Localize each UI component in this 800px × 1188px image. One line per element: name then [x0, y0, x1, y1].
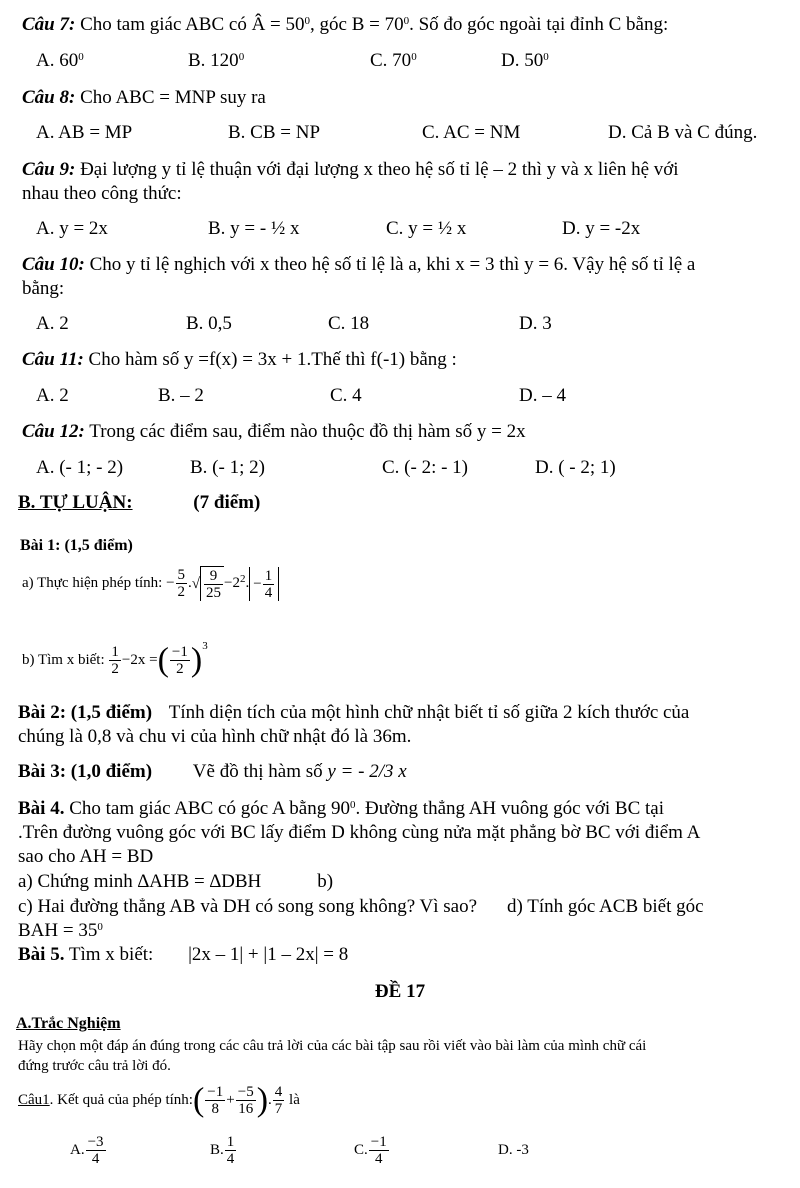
bai2-cont: chúng là 0,8 và chu vi của hình chữ nhật đó là 36m. [18, 726, 412, 747]
option-a: A. 2 [36, 313, 69, 334]
option-c: C. $70^0$ [370, 50, 417, 71]
fraction: $\frac{5}{2}$ [177, 567, 186, 601]
question-label: Câu 7: [22, 14, 76, 35]
absolute-value: − $\frac{1}{4}$ [249, 567, 279, 601]
option-a: A. AB = MP [36, 122, 133, 143]
square-root: √ $\frac{9}{25}$ [192, 566, 224, 601]
option-c: C. 4 [330, 385, 362, 406]
option-d: D. ( - 2; 1) [535, 457, 616, 478]
question-7: Câu 7: Cho tam giác ABC có Â = $50^0$, góc $B = 70^0$. Số đo góc ngoài tại đỉnh C bằng: [22, 14, 669, 35]
option-a: A. $\frac{-3}{4}$ [70, 1134, 104, 1168]
question-9-cont: nhau theo công thức: [22, 183, 182, 204]
question-label: Câu 10: [22, 254, 85, 275]
option-c: C. $\frac{-1}{4}$ [354, 1134, 387, 1168]
bai4-line3: sao cho AH = BD [18, 846, 154, 867]
option-b: B. (- 1; 2) [190, 457, 265, 478]
option-a: A. $60^0$ [36, 50, 84, 71]
option-b: B. – 2 [158, 385, 204, 406]
option-b: B. $120^0$ [188, 50, 245, 71]
question-label: Câu 8: [22, 87, 76, 108]
option-b: B. $\frac{1}{4}$ [210, 1134, 235, 1168]
question-label: Câu 11: [22, 349, 84, 370]
question-8: Câu 8: Cho ABC = MNP suy ra [22, 87, 266, 108]
option-d: D. Cả B và C đúng. [608, 122, 758, 143]
option-b: B. 0,5 [186, 313, 232, 334]
question-12: Câu 12: Trong các điểm sau, điểm nào thuộc đồ thị hàm số y = 2x [22, 421, 526, 442]
option-a: A. 2 [36, 385, 69, 406]
option-b: B. y = - ½ x [208, 218, 300, 239]
bai4-line2: .Trên đường vuông góc với BC lấy điểm D không cùng nửa mặt phẳng bờ BC với điểm A [18, 822, 701, 843]
option-c: C. AC = NM [422, 122, 521, 143]
bai2: Bài 2: (1,5 điểm) Tính diện tích của một hình chữ nhật biết tỉ số giữa 2 kích thước của [18, 702, 690, 723]
option-d: D. 3 [519, 313, 552, 334]
question-label: Câu 12: [22, 421, 85, 442]
question-10-cont: bằng: [22, 278, 65, 299]
option-d: D. y = -2x [562, 218, 641, 239]
bai1-part-b: b) Tìm x biết: $\frac{1}{2}$ −2x =( $\frac{-1}{2}$ )$^3$ [22, 640, 208, 679]
option-c: C. y = ½ x [386, 218, 467, 239]
bai1-part-a: a) Thực hiện phép tính: − $\frac{5}{2}$ .√ $\frac{9}{25}$ $-2^2$. − $\frac{1}{4}$ [22, 566, 279, 601]
bai3: Bài 3: (1,0 điểm) Vẽ đồ thị hàm số y = - 2/3 x [18, 761, 407, 782]
section-heading-a: A.Trắc Nghiệm [16, 1015, 121, 1032]
question-11: Câu 11: Cho hàm số y =f(x) = 3x + 1.Thế thì f(-1) bằng : [22, 349, 457, 370]
question-label: Câu 9: [22, 159, 76, 180]
option-d: D. -3 [498, 1142, 529, 1158]
bai4-line5: c) Hai đường thẳng AB và DH có song song không? Vì sao? d) Tính góc ACB biết góc [18, 896, 704, 917]
section-heading-b: B. TỰ LUẬN: (7 điểm) [18, 492, 261, 513]
option-c: C. (- 2: - 1) [382, 457, 469, 478]
bai4: Bài 4. Cho tam giác ABC có góc A bằng $90^0$. Đường thẳng AH vuông góc với BC tại [18, 798, 664, 819]
bai4-line6: BAH = $35^0$ [18, 920, 103, 941]
option-c: C. 18 [328, 313, 370, 334]
option-d: D. – 4 [519, 385, 566, 406]
question-9: Câu 9: Đại lượng y tỉ lệ thuận với đại lượng x theo hệ số tỉ lệ – 2 thì y và x liên hệ với [22, 159, 679, 180]
bai1-title: Bài 1: (1,5 điểm) [20, 537, 133, 554]
instructions-line2: đứng trước câu trả lời đó. [18, 1058, 171, 1074]
instructions-line1: Hãy chọn một đáp án đúng trong các câu trả lời của các bài tập sau rồi viết vào bài làm của mình chữ cái [18, 1038, 647, 1054]
option-d: D. $50^0$ [501, 50, 549, 71]
cau1: Câu1. Kết quả của phép tính:( $\frac{-1}{8}$ + $\frac{-5}{16}$ ). $\frac{4}{7}$ là [18, 1081, 300, 1119]
bai5: Bài 5. Tìm x biết: |2x – 1| + |1 – 2x| = 8 [18, 944, 349, 965]
option-b: B. CB = NP [228, 122, 321, 143]
option-a: A. (- 1; - 2) [36, 457, 124, 478]
exam-title: ĐỀ 17 [374, 981, 426, 1002]
option-a: A. y = 2x [36, 218, 108, 239]
question-10: Câu 10: Cho y tỉ lệ nghịch với x theo hệ số tỉ lệ là a, khi x = 3 thì y = 6. Vậy hệ số tỉ lệ a [22, 254, 696, 275]
bai4-line4: a) Chứng minh ∆AHB = ∆DBH b) [18, 871, 334, 892]
